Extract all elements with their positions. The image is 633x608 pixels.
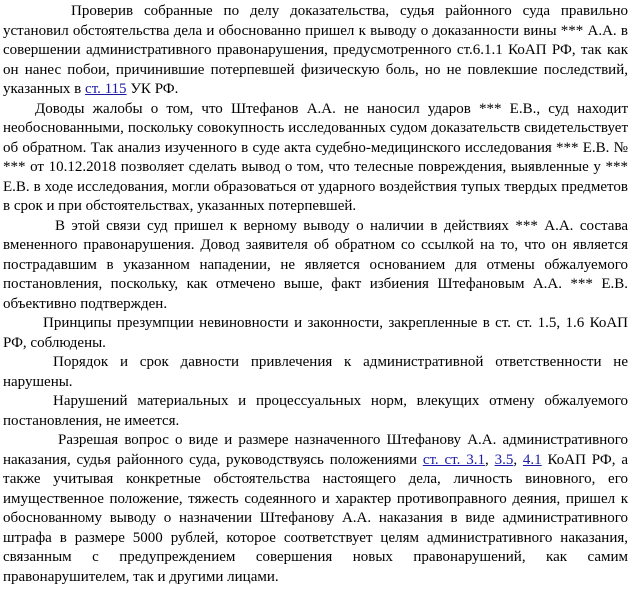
law-link-koap-3-5[interactable]: 3.5 [494, 451, 514, 468]
law-link-uk-115[interactable]: ст. 115 [85, 81, 127, 97]
document-body [3, 2, 628, 587]
separator: , [484, 451, 495, 468]
paragraph-principles: Принципы презумпции невиновности и законности, закрепленные в ст. ст. 1.5, 1.6 КоАП РФ, соблюдены. [3, 315, 628, 351]
paragraph-offense-composition: В этой связи суд пришел к верному выводу о наличии в действиях *** А.А. состава вмененного правонарушения. Довод заявителя об обратном со ссылкой на то, что он является пострадавшим в указанном нападении, не является основанием для отмены обжалуемого постановления, поскольку, как отмечено выше, факт избиения Штефановым А.А. *** Е.В. объективно подтвержден. [3, 217, 628, 312]
paragraph-evidence-assessment [3, 2, 628, 100]
paragraph-text: Проверив собранные по делу доказательства, судья районного суда правильно установил обстоятельства дела и обоснованно пришел к выводу о доказанности вины *** А.А. в совершении административного правонарушения, предусмотренного ст.6.1.1 КоАП РФ, так как он нанес побои, причинившие потерпевшей физическую боль, но не повлекшие последствий, указанных в [3, 3, 628, 97]
paragraph-penalty [3, 431, 628, 587]
paragraph-text: КоАП РФ, а также учитывая конкретные обстоятельства настоящего дела, личность виновного, его имущественное положение, тяжесть содеянного и характер противоправного деяния, пришел к обоснованному выводу о назначении Штефанову А.А. наказания в виде административного штрафа в размере 5000 рублей, которое соответствует целям административного наказания, связанным с предупреждением совершения новых правонарушений, как самим правонарушителем, так и другими лицами. [3, 451, 628, 585]
paragraph-text: УК РФ. [126, 81, 179, 97]
separator: , [513, 451, 523, 468]
paragraph-procedure: Порядок и срок давности привлечения к административной ответственности не нарушены. [3, 354, 628, 390]
paragraph-text: Разрешая вопрос о виде и размере назначенного Штефанову А.А. административного наказания, судья районного суда, руководствуясь положениями [3, 432, 628, 468]
law-link-koap-4-1[interactable]: 4.1 [522, 451, 542, 468]
paragraph-appeal-arguments: Доводы жалобы о том, что Штефанов А.А. не наносил ударов *** Е.В., суд находит необоснованными, поскольку совокупность исследованных судом доказательств свидетельствует об обратном. Так анализ изученного в суде акта судебно-медицинского исследования *** Е.В. № *** от 10.12.2018 позволяет сделать вывод о том, что телесные повреждения, выявленные у *** Е.В. в ходе исследования, могли образоваться от ударного воздействия тупых твердых предметов в срок и при обстоятельствах, указанных потерпевшей. [3, 100, 628, 214]
law-link-koap-3-1[interactable]: ст. ст. 3.1 [422, 451, 485, 468]
paragraph-no-violations: Нарушений материальных и процессуальных норм, влекущих отмену обжалуемого постановления, не имеется. [3, 393, 628, 429]
